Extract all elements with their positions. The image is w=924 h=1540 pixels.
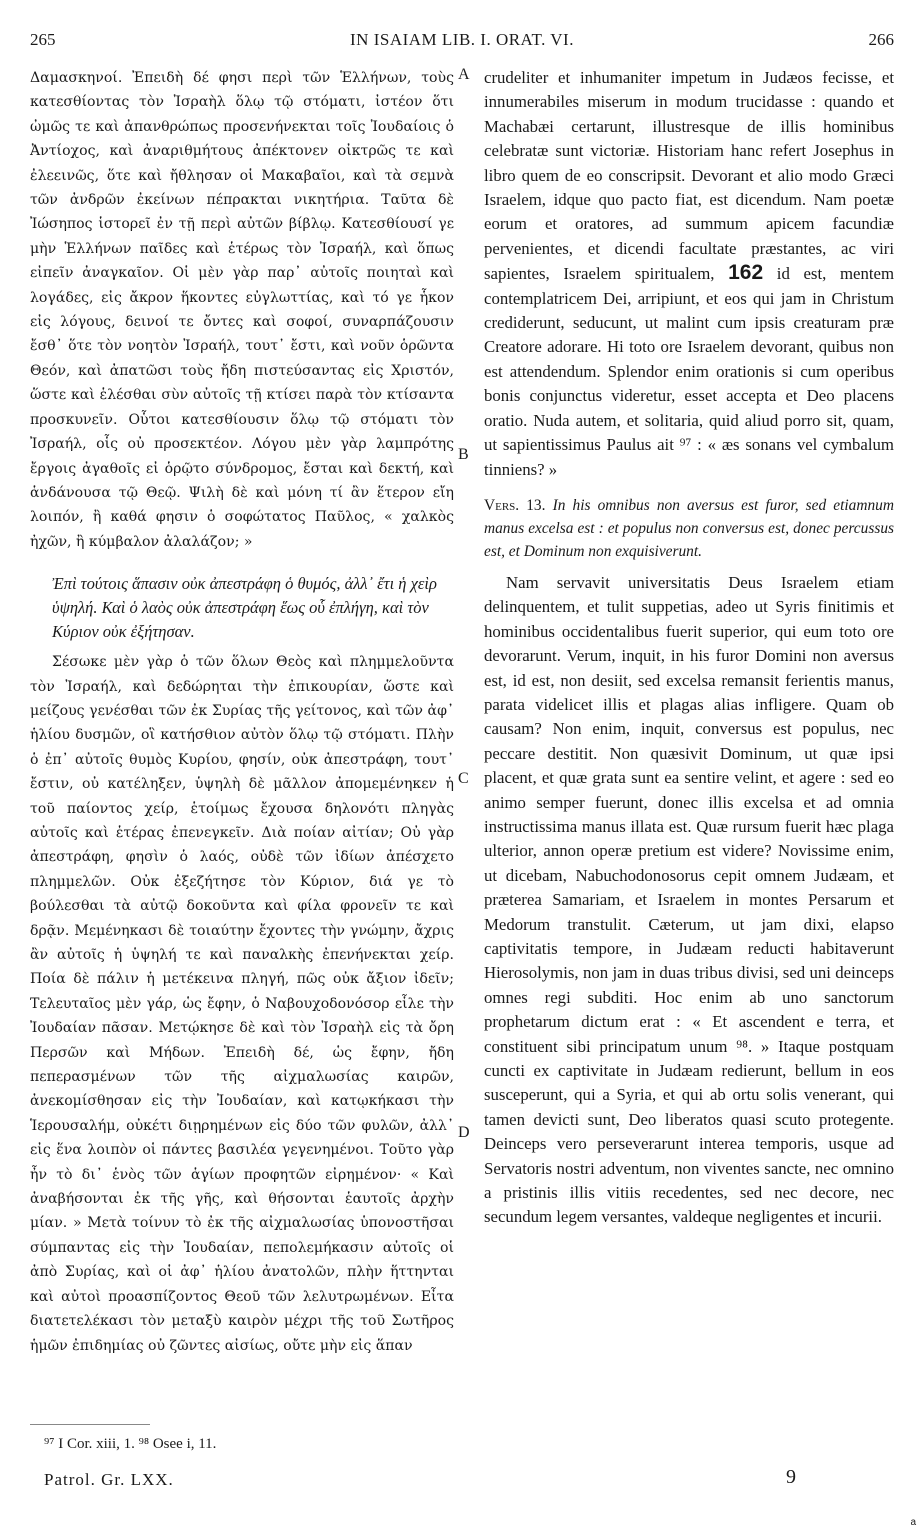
section-marker-d: D (458, 1124, 470, 1141)
latin-verse (484, 494, 894, 563)
running-header (30, 30, 894, 52)
footnote-rule (30, 1424, 150, 1425)
latin-paragraph-1 (484, 66, 894, 482)
greek-paragraph-2: Σέσωκε μὲν γὰρ ὁ τῶν ὅλων Θεὸς καὶ πλημμελοῦντα τὸν Ἰσραήλ, καὶ δεδώρηται τὴν ἐπικουρίαν, ὥστε καὶ μείζους γενέσθαι τῶν ἐκ Συρίας τῆς γείτονος, καὶ τῶν ἀφ᾽ ἡλίου δυσμῶν, οἳ κατήσθιον αὐτὸν ὅλῳ τῷ στόματι. Πλὴν ὁ ἐπ᾽ αὐτοῖς θυμὸς Κυρίου, φησίν, οὐκ ἀπεστράφη, τουτ᾽ ἔστιν, οὐ κατέληξεν, ὑψηλὴ δὲ μᾶλλον ἀπομεμένηκεν ἡ τοῦ παίοντος χείρ, ἑτοίμως ἔχουσα δηλονότι πληγὰς αὐτοῖς καὶ ἑτέρας ἐπενεγκεῖν. Διὰ ποίαν αἰτίαν; Οὐ γὰρ ἀπεστράφη, φησὶν ὁ λαός, οὐδὲ τῶν ἰδίων ἀπέσχετο πλημμελῶν. Οὐκ ἐξεζήτησε τὸν Κύριον, διά γε τὸ βούλεσθαι τὰ αὐτῷ δοκοῦντα καὶ φίλα φρονεῖν τε καὶ δρᾷν. Μεμένηκασι δὲ τοιαύτην ἔχοντες τὴν γνώμην, ἄχρις ἂν αὐτοῖς ἡ ὑψηλή τε καὶ παναλκὴς ἐπενήνεκται χείρ. Ποία δὲ πάλιν ἡ μετέκεινα πληγή, πῶς οὐκ ἄξιον ἰδεῖν; Τελευταῖος μὲν γάρ, ὡς ἔφην, ὁ Ναβουχοδονόσορ εἷλε τὴν Ἰουδαίαν πᾶσαν. Μετῴκησε δὲ καὶ τὸν Ἰσραὴλ εἰς τὰ ὄρη Περσῶν καὶ Μήδων. Ἐπειδὴ δέ, ὡς ἔφην, ἤδη πεπερασμένων τῶν τῆς αἰχμαλωσίας καιρῶν, ἀνεκομίσθησαν εἰς τὴν Ἰουδαίαν, καὶ κατῳκήκασι τὴν Ἱερουσαλήμ, οὐκέτι διῃρημένων εἰς δύο τῶν φυλῶν, ἀλλ᾽ εἰς ἕνα λοιπὸν οἱ πάντες βασιλέα γεγενημένοι. Τοῦτο γὰρ ἦν τὸ δι᾽ ἑνὸς τῶν ἁγίων προφητῶν εἰρημένον· « Καὶ ἀναβήσονται ἐκ τῆς γῆς, καὶ θήσονται ἑαυτοῖς ἀρχὴν μίαν. » Μετὰ τοίνυν τὸ ἐκ τῆς αἰχμαλωσίας ὑπονοστῆσαι σύμπαντας εἰς τὴν Ἰουδαίαν, πεπολεμήκασιν αὐτοῖς οἱ ἀπὸ Συρίας, καὶ οἱ ἀφ᾽ ἡλίου ἀνατολῶν, πλὴν ἥττηνται καὶ αὐτοὶ προασπίζοντος Θεοῦ τῶν λελυτρωμένων. Εἶτα διατετελέκασι τὸν μεταξὺ καιρὸν μέχρι τῆς τοῦ Σωτῆρος ἡμῶν ἐπιδημίας οὐ ζῶντες αἰσίως, οὔτε μὴν εἰς ἅπαν (30, 654, 454, 1354)
column-number-mark: 162 (728, 261, 764, 285)
greek-paragraph-1: Δαμασκηνοί. Ἐπειδὴ δέ φησι περὶ τῶν Ἑλλήνων, τοὺς κατεσθίοντας τὸν Ἰσραὴλ ὅλῳ τῷ στόματι, ἰστέον ὅτι ὠμῶς τε καὶ ἀπανθρώπως προσενήνεκται τοῖς Ἰουδαίοις ὁ Ἀντίοχος, καὶ ἀναριθμήτους ἀπέκτονεν οἰκτρῶς τε καὶ ἐλεεινῶς, ὅτε καὶ ἤθλησαν οἱ Μακαβαῖοι, καὶ τὰ σεμνὰ τῶν ἀνδρῶν ἐκείνων πέπρακται νικητήρια. Ταῦτα δὲ Ἰώσηπος ἱστορεῖ ἐν τῇ περὶ αὐτῶν βίβλῳ. Κατεσθίουσί γε μὴν Ἑλλήνων παῖδες καὶ ἑτέρως τὸν Ἰσραήλ, καὶ ὅπως εἰπεῖν ἀναγκαῖον. Οἱ μὲν γὰρ παρ᾽ αὐτοῖς ποιηταὶ καὶ λογάδες, εἰς ἄκρον ἥκοντες εὐγλωττίας, καὶ τό γε ἧκον εἰς λόγους, δεινοί τε ὄντες καὶ σοφοί, συναρπάζουσιν ἔσθ᾽ ὅτε τὸν νοητὸν Ἰσραήλ, τουτ᾽ ἔστι, καὶ νοῦν ὁρῶντα Θεόν, καὶ ἀπατῶσι τοὺς ἤδη πιστεύσαντας εἰς Χριστόν, ὥστε καὶ ἑλέσθαι σὺν αὐτοῖς τῇ κτίσει παρὰ τὸν κτίσαντα προσκυνεῖν. Οὗτοι κατεσθίουσιν ὅλῳ τῷ στόματι τὸν Ἰσραήλ, οἷς οὐ προσεκτέον. Λόγου μὲν γὰρ λαμπρότης ἔργοις ἀγαθοῖς εἰ ὁρῷτο σύνδρομος, ἔσται καὶ δεκτή, καὶ ἁνδάνουσα τῷ Θεῷ. Ψιλὴ δὲ καὶ μόνη τί ἂν ἕτερον εἴη λοιπόν, ἢ καθά φησιν ὁ σοφώτατος Παῦλος, « χαλκὸς ἠχῶν, ἢ κύμβαλον ἀλαλάζον; » (30, 70, 454, 550)
section-marker-b: B (458, 446, 469, 463)
latin-paragraph-1b: id est, mentem contemplatricem Dei, arripiunt, et eos qui jam in Christum crediderunt, seducunt, ut malint cum ipsis creaturam præ Creatore adorare. Hi toto ore Israelem devorant, quibus non est attendendum. Splendor enim orationis si cum operibus bonis conjunctus videretur, esset accepta et Deo placens oratio. Nuda autem, et solitaria, quid aliud porro sit, quam, ut sapientissimus Paulus ait ⁹⁷ : « æs sonans vel cymbalum tinniens? » (484, 264, 894, 479)
corner-mark: a (910, 1517, 916, 1528)
verse-label: Vers. 13. (484, 496, 546, 514)
running-title: IN ISAIAM LIB. I. ORAT. VI. (350, 30, 574, 49)
page-number-left: 265 (30, 30, 56, 49)
latin-column (484, 66, 894, 1230)
section-marker-a: A (458, 66, 470, 83)
verse-text: In his omnibus non aversus est furor, sed etiamnum manus excelsa est : et populus non conversus est, donec percussus est, et Dominum non exquisiverunt. (484, 496, 894, 560)
latin-paragraph-2: Nam servavit universitatis Deus Israelem etiam delinquentem, et tulit suppetias, adeo ut Syris finitimis et hominibus occidentalibus fuerit superior, qui eum toto ore devorarunt. Verum, inquit, in his furor Domini non aversus est, id est, non desiit, sed excelsa remansit ferientis manus, parata videlicet illis et plagas alias infligere. Quam ob causam? Non enim, inquit, conversus est populus, nec peccare destitit. Non quæsivit Dominum, ut quæ ipsi placent, et quæ grata sunt ea sentire velint, et agere : sed eo animo semper fuerunt, donec illis excelsa et ad omnia instructissima manus illata est. Quæ rursum fuerit hæc plaga ulterior, annon operæ pretium est videre? Novissime enim, ut dicebam, Nabuchodonosorus cepit omnem Judæam, et præterea Samariam, et Israelem in montes Persarum et Medorum transtulit. Cæterum, ut jam dixi, elapso captivitatis tempore, in Judæam reducti habitaverunt Hierosolymis, non jam in duas tribus divisi, sed uni deinceps omnes regi subditi. Hoc enim ab uno sanctorum prophetarum dictum erat : « Et ascendent e terra, et constituent sibi principatum unum ⁹⁸. » Itaque postquam cuncti ex captivitate in Judæam redierunt, bellum in eos susceperunt, qui a Syria, et qui ab ortu solis venerant, qui tamen devicti sunt, Deo liberatos quasi scuto protegente. Deinceps vero perseverarunt interea temporis, usque ad Servatoris nostri adventum, non viventes sancte, nec omnino a pristinis illis vitiis recedentes, sed nec decore, nec secundum legem versantes, valdeque negligentes et incurii. (484, 572, 894, 1227)
footer-sheet-number: 9 (786, 1466, 796, 1488)
footnotes: ⁹⁷ I Cor. xiii, 1. ⁹⁸ Osee i, 11. (44, 1436, 217, 1452)
section-marker-c: C (458, 770, 469, 787)
footer-signature: Patrol. Gr. LXX. (44, 1470, 174, 1489)
greek-verse: Ἐπὶ τούτοις ἅπασιν οὐκ ἀπεστράφη ὁ θυμός, ἀλλ᾽ ἔτι ἡ χεὶρ ὑψηλή. Καὶ ὁ λαὸς οὐκ ἀπεστράφη ἕως οὗ ἐπλήγη, καὶ τὸν Κύριον οὐκ ἐξήτησαν. (52, 574, 437, 642)
page-number-right: 266 (868, 30, 894, 49)
latin-paragraph-1a: crudeliter et inhumaniter impetum in Judæos fecisse, et innumerabiles miserum in modum trucidasse : quando et Machabæi certarunt, illustresque de illis hominibus celebratæ sunt victoriæ. Historiam hanc refert Josephus in libro quem de eo conscripsit. Devorant et alio modo Græci Israelem, idque quo pacto fiat, est dicendum. Nam poetæ eorum et oratores, ad summum apicem facundiæ pervenientes, et dicendi facultate præstantes, ac viri sapientes, Israelem spiritualem, (484, 68, 894, 284)
greek-column (30, 66, 454, 1358)
